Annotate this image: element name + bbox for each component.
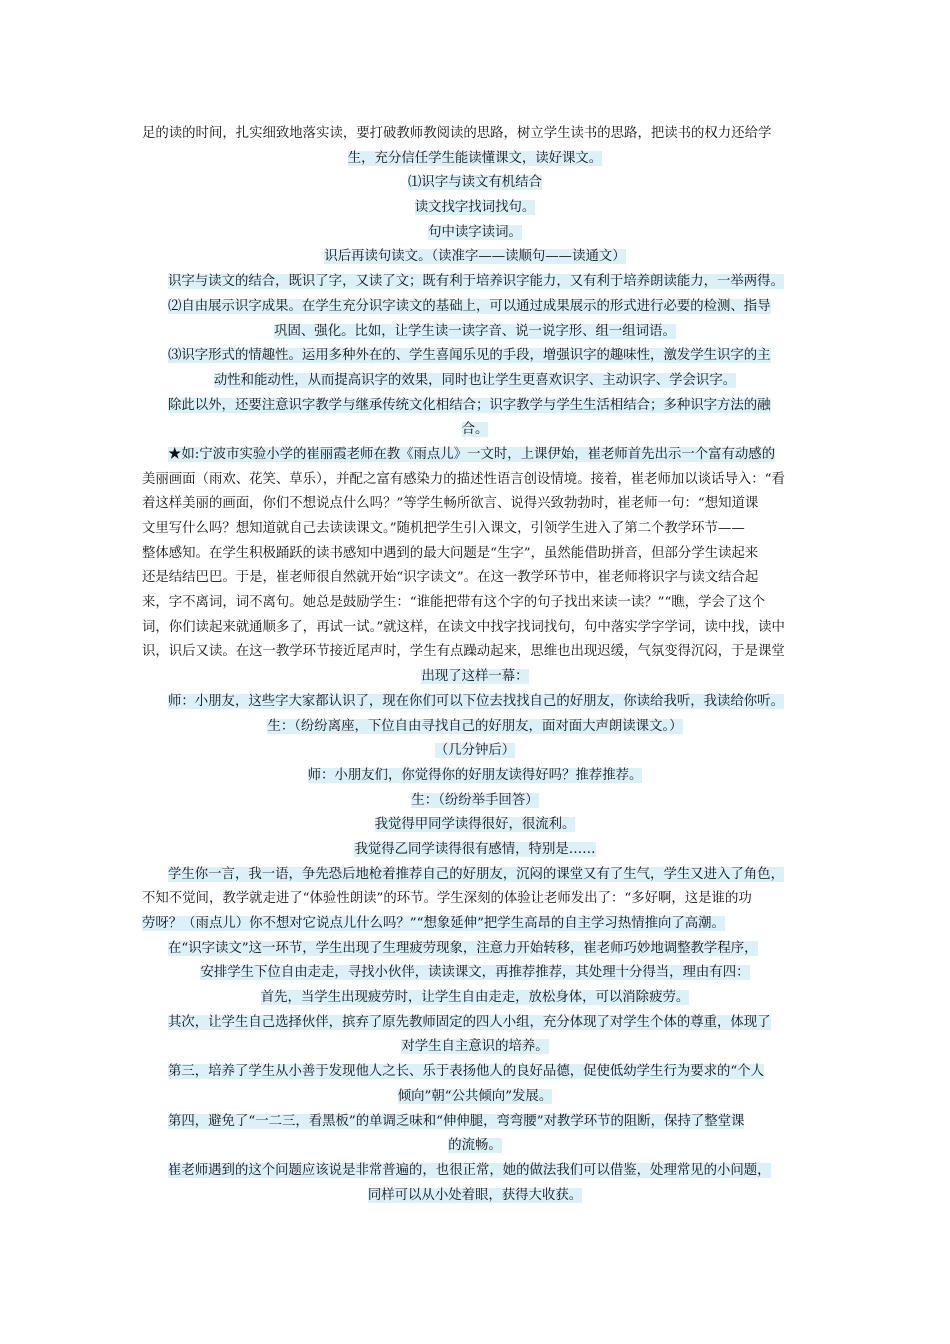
- line-text: 首先，当学生出现疲劳时，让学生自由走走，放松身体，可以消除疲劳。: [260, 990, 690, 1006]
- line-text: 倾向”朝“公共倾向”发展。: [397, 1088, 553, 1104]
- line-text: 我觉得甲同学读得很好，很流利。: [374, 817, 576, 833]
- text-line: [142, 1110, 808, 1135]
- line-text: 动性和能动性，从而提高识字的效果，同时也让学生更喜欢识字、主动识字、学会识字。: [213, 372, 737, 388]
- line-text: ★如:宁波市实验小学的崔丽霞老师在教《雨点儿》一文时，上课伊始，崔老师首先出示一个富有动感的: [168, 446, 776, 462]
- line-text: 识，识后又读。在这一教学环节接近尾声时，学生有点躁动起来，思维也出现迟缓，气氛变得沉闷，于是课堂: [142, 644, 785, 660]
- text-line: [142, 789, 808, 814]
- line-text: 不知不觉间，教学就走进了“体验性朗读”的环节。学生深刻的体验让老师发出了：“多好啊，这是谁的功: [142, 891, 752, 907]
- text-line: [142, 369, 808, 394]
- text-line: [142, 566, 808, 591]
- line-text: 生：（纷纷举手回答）: [411, 792, 539, 808]
- text-line: [142, 1184, 808, 1209]
- line-text: 读文找字找词找句。: [414, 200, 536, 216]
- text-line: [142, 912, 808, 937]
- text-line: [142, 221, 808, 246]
- text-line: [142, 1085, 808, 1110]
- text-line: [142, 443, 808, 468]
- line-text: ⑴识字与读文有机结合: [408, 175, 542, 191]
- line-text: 崔老师遇到的这个问题应该说是非常普遍的，也很正常，她的做法我们可以借鉴，处理常见的小问题，: [168, 1162, 771, 1178]
- line-text: 在“识字读文”这一环节，学生出现了生理疲劳现象，注意力开始转移，崔老师巧妙地调整教学程序，: [168, 940, 758, 956]
- text-line: [142, 295, 808, 320]
- line-text: 足的读的时间，扎实细致地落实读，要打破教师教阅读的思路，树立学生读书的思路，把读书的权力还给学: [142, 126, 772, 141]
- line-text: 其次，让学生自己选择伙伴，摈弃了原先教师固定的四人小组，充分体现了对学生个体的尊重，体现了: [168, 1014, 771, 1030]
- text-line: [142, 739, 808, 764]
- line-text: 整体感知。在学生积极踊跃的读书感知中遇到的最大问题是“生字”，虽然能借助拼音，但部分学生读起来: [142, 545, 759, 561]
- line-text: 词，你们读起来就通顺多了，再试一试。”就这样，在读文中找字找词找句，句中落实学字学词，读中找，读中: [142, 619, 785, 635]
- text-line: [142, 591, 808, 616]
- line-text: ⑶识字形式的情趣性。运用多种外在的、学生喜闻乐见的手段，增强识字的趣味性，激发学生识字的主: [168, 348, 771, 364]
- text-line: [142, 986, 808, 1011]
- line-text: 识字与读文的结合，既识了字，又读了文；既有利于培养识字能力，又有利于培养朗读能力，一举两得。: [168, 274, 784, 290]
- text-line: [142, 196, 808, 221]
- text-line: [142, 1035, 808, 1060]
- text-line: [142, 961, 808, 986]
- line-text: 美丽画面（雨欢、花笑、草乐），并配之富有感染力的描述性语言创设情境。接着，崔老师加以谈话导入：“看: [142, 471, 785, 487]
- line-text: 劳呀？（雨点儿）你不想对它说点儿什么吗？”“想象延伸”把学生高昂的自主学习热情推向了高潮。: [142, 916, 725, 931]
- text-line: [142, 542, 808, 567]
- line-text: 对学生自主意识的培养。: [401, 1039, 549, 1055]
- line-text: ⑵自由展示识字成果。在学生充分识字读文的基础上，可以通过成果展示的形式进行必要的检测、指导: [168, 298, 771, 314]
- text-line: [142, 690, 808, 715]
- line-text: 师：小朋友，这些字大家都认识了，现在你们可以下位去找找自己的好朋友，你读给我听，我读给你听。: [168, 693, 784, 709]
- text-line: [142, 1011, 808, 1036]
- line-text: 识后再读句读文。（读准字——读顺句——读通文）: [324, 249, 626, 265]
- text-line: [142, 937, 808, 962]
- line-text: 的流畅。: [448, 1138, 502, 1154]
- line-text: 除此以外，还要注意识字教学与继承传统文化相结合；识字教学与学生生活相结合；多种识字方法的融: [168, 397, 771, 413]
- text-line: [142, 1134, 808, 1159]
- line-text: 生：（纷纷离座，下位自由寻找自己的好朋友，面对面大声朗读课文。）: [267, 718, 683, 734]
- text-line: [142, 764, 808, 789]
- line-text: 生，充分信任学生能读懂课文，读好课文。: [347, 150, 603, 166]
- line-text: 安排学生下位自由走走，寻找小伙伴，读读课文，再推荐推荐，其处理十分得当，理由有四：: [200, 965, 750, 981]
- text-line: [142, 665, 808, 690]
- line-text: 师：小朋友们，你觉得你的好朋友读得好吗？推荐推荐。: [307, 767, 643, 783]
- text-line: [142, 418, 808, 443]
- text-line: [142, 320, 808, 345]
- line-text: 同样可以从小处着眼，获得大收获。: [367, 1187, 583, 1203]
- text-line: [142, 171, 808, 196]
- line-text: 学生你一言，我一语，争先恐后地枪着推荐自己的好朋友，沉闷的课堂又有了生气，学生又进入了角色，: [168, 866, 784, 882]
- text-line: [142, 838, 808, 863]
- text-line: [142, 492, 808, 517]
- document-body: [142, 122, 808, 1208]
- line-text: 文里写什么吗？想知道就自己去读读课文。”随机把学生引入课文，引领学生进入了第二个教学环节——: [142, 521, 745, 536]
- line-text: 我觉得乙同学读得很有感情，特别是……: [354, 841, 596, 857]
- line-text: 出现了这样一幕：: [421, 669, 529, 685]
- text-line: [142, 245, 808, 270]
- text-line: [142, 147, 808, 172]
- line-text: （几分钟后）: [434, 743, 516, 759]
- text-line: [142, 1159, 808, 1184]
- text-line: [142, 468, 808, 493]
- text-line: [142, 122, 808, 147]
- text-line: [142, 640, 808, 665]
- text-line: [142, 344, 808, 369]
- text-line: [142, 517, 808, 542]
- line-text: 第四，避免了“一二三，看黑板”的单调乏味和“伸伸腿，弯弯腰”对教学环节的阻断，保持了整堂课: [168, 1113, 745, 1129]
- line-text: 合。: [461, 422, 489, 438]
- text-line: [142, 887, 808, 912]
- line-text: 着这样美丽的画面，你们不想说点什么吗？”等学生畅所欲言、说得兴致勃勃时，崔老师一句：“想知道课: [142, 496, 759, 512]
- text-line: [142, 394, 808, 419]
- line-text: 第三，培养了学生从小善于发现他人之长、乐于表扬他人的良好品德，促使低幼学生行为要求的“个人: [168, 1064, 765, 1080]
- text-line: [142, 1060, 808, 1085]
- text-line: [142, 616, 808, 641]
- text-line: [142, 715, 808, 740]
- line-text: 句中读字读词。: [428, 224, 522, 240]
- line-text: 巩固、强化。比如，让学生读一读字音、说一说字形、组一组词语。: [274, 323, 676, 339]
- text-line: [142, 813, 808, 838]
- text-line: [142, 863, 808, 888]
- line-text: 还是结结巴巴。于是，崔老师很自然就开始“识字读文”。在这一教学环节中，崔老师将识字与读文结合起: [142, 570, 759, 586]
- text-line: [142, 270, 808, 295]
- line-text: 来，字不离词，词不离句。她总是鼓励学生：“谁能把带有这个字的句子找出来读一读？”“瞧，学会了这个: [142, 595, 766, 611]
